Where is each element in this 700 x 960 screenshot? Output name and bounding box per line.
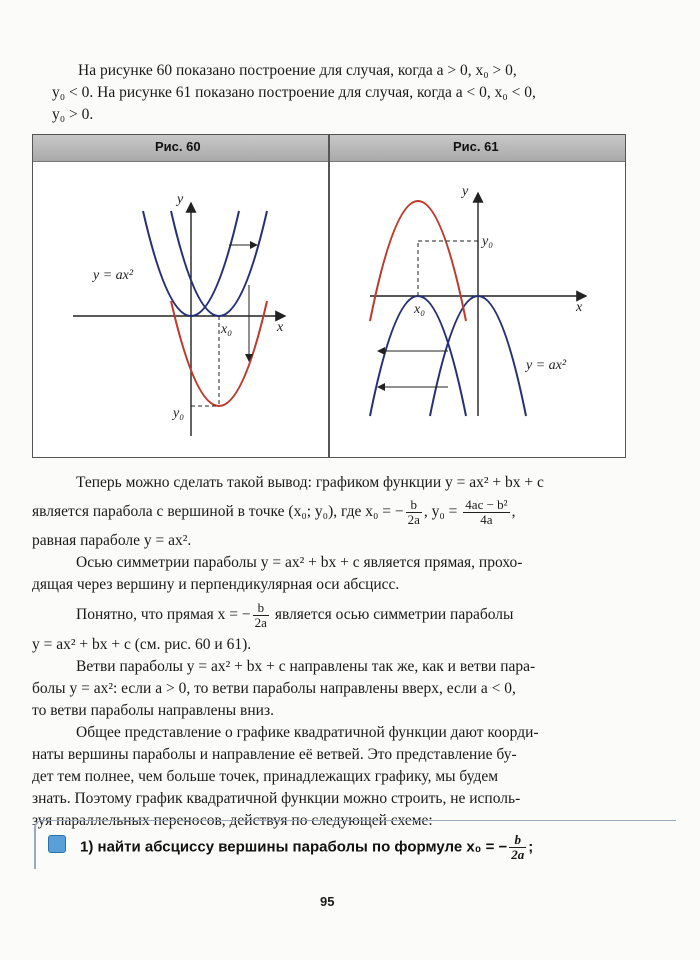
p3-frac-num: b: [253, 601, 269, 616]
p1-frac2-den: 4a: [480, 511, 493, 527]
p1-frac1-num: b: [406, 498, 422, 513]
p1-line-1: Теперь можно сделать такой вывод: графиком функции y = ax² + bx + c: [76, 474, 544, 491]
p1-line-2: [32, 494, 632, 530]
p5-line-3: дет тем полнее, чем больше точек, принадлежащих графику, мы будем: [32, 768, 499, 785]
fig61-graph: [330, 161, 625, 455]
p5-line-2: наты вершины параболы и направление её ветвей. Это представление бу-: [32, 746, 517, 763]
fig61-title: Рис. 61: [453, 139, 499, 154]
p4-line-2: болы y = ax²: если a > 0, то ветви параболы направлены вверх, если a < 0,: [32, 680, 516, 697]
step-1-tail: ;: [528, 838, 534, 856]
p3-line-2: y = ax² + bx + c (см. рис. 60 и 61).: [32, 636, 252, 653]
fig61-func-label: y = ax²: [526, 358, 567, 373]
step-1-text: 1) найти абсциссу вершины параболы по формуле x₀ = −: [80, 838, 508, 856]
step-1-frac-den: 2a: [511, 847, 525, 862]
fig61-x0-label: x₀: [414, 302, 426, 317]
fig60-x-label: x: [277, 320, 284, 335]
p2-line-1: Осью симметрии параболы y = ax² + bx + c является прямая, прохо-: [76, 554, 523, 571]
fig60-shifted-parabola: [171, 211, 267, 316]
p1-frac1-den: 2a: [407, 511, 420, 527]
fig61-y-label: y: [462, 184, 469, 199]
p1-text-b: , y₀ =: [423, 503, 458, 520]
intro-line-2: y₀ < 0. На рисунке 61 показано построение для случая, когда a < 0, x₀ < 0,: [52, 84, 536, 101]
fig60-title: Рис. 60: [155, 139, 201, 154]
p3-text-a: Понятно, что прямая x = −: [76, 606, 251, 623]
page-number: 95: [320, 894, 335, 909]
p5-line-4: знать. Поэтому график квадратичной функции можно строить, не исполь-: [32, 790, 521, 807]
p1-frac2-num: 4ac − b²: [465, 496, 508, 512]
fig60-y0-label: y₀: [173, 406, 185, 421]
p4-line-1: Ветви параболы y = ax² + bx + c направлены так же, как и ветви пара-: [76, 658, 536, 675]
intro-paragraph: [52, 60, 632, 126]
p1-fraction-2: [463, 498, 509, 527]
intro-line-3: y₀ > 0.: [52, 106, 94, 123]
body-text: [32, 472, 632, 832]
step-1-fraction: [509, 833, 526, 862]
fig60-func-label: y = ax²: [93, 268, 134, 283]
step-1-frac-num: b: [509, 833, 526, 848]
p3-fraction: [253, 601, 269, 630]
checklist-icon: [48, 835, 66, 853]
p3-frac-den: 2a: [254, 614, 267, 630]
p5-line-1: Общее представление о графике квадратичной функции дают коорди-: [76, 724, 539, 741]
p1-text-c: ,: [511, 503, 516, 520]
fig60-x0-label: x₀: [221, 322, 233, 337]
p1-text-a: является парабола с вершиной в точке (x₀; y₀), где x₀ = −: [32, 503, 404, 520]
fig60-graph: [33, 161, 328, 455]
algorithm-step-1: [80, 833, 533, 862]
p1-line-3: равная параболе y = ax².: [32, 532, 192, 549]
p1-fraction-1: [406, 498, 422, 527]
p2-line-2: дящая через вершину и перпендикулярная оси абсцисс.: [32, 576, 400, 593]
fig61-y0-label: y₀: [482, 234, 494, 249]
fig61-x-label: x: [576, 300, 583, 315]
fig60-y-label: y: [177, 192, 184, 207]
p4-line-3: то ветви параболы направлены вниз.: [32, 702, 274, 719]
algorithm-step-box: [34, 820, 676, 869]
p3-text-b: является осью симметрии параболы: [270, 606, 514, 623]
intro-line-1: На рисунке 60 показано построение для случая, когда a > 0, x₀ > 0,: [78, 62, 517, 79]
figures-panel: [32, 134, 626, 458]
p5-line-5: зуя параллельных переносов, действуя по следующей схеме:: [32, 812, 433, 829]
p3-line-1: [32, 596, 632, 634]
